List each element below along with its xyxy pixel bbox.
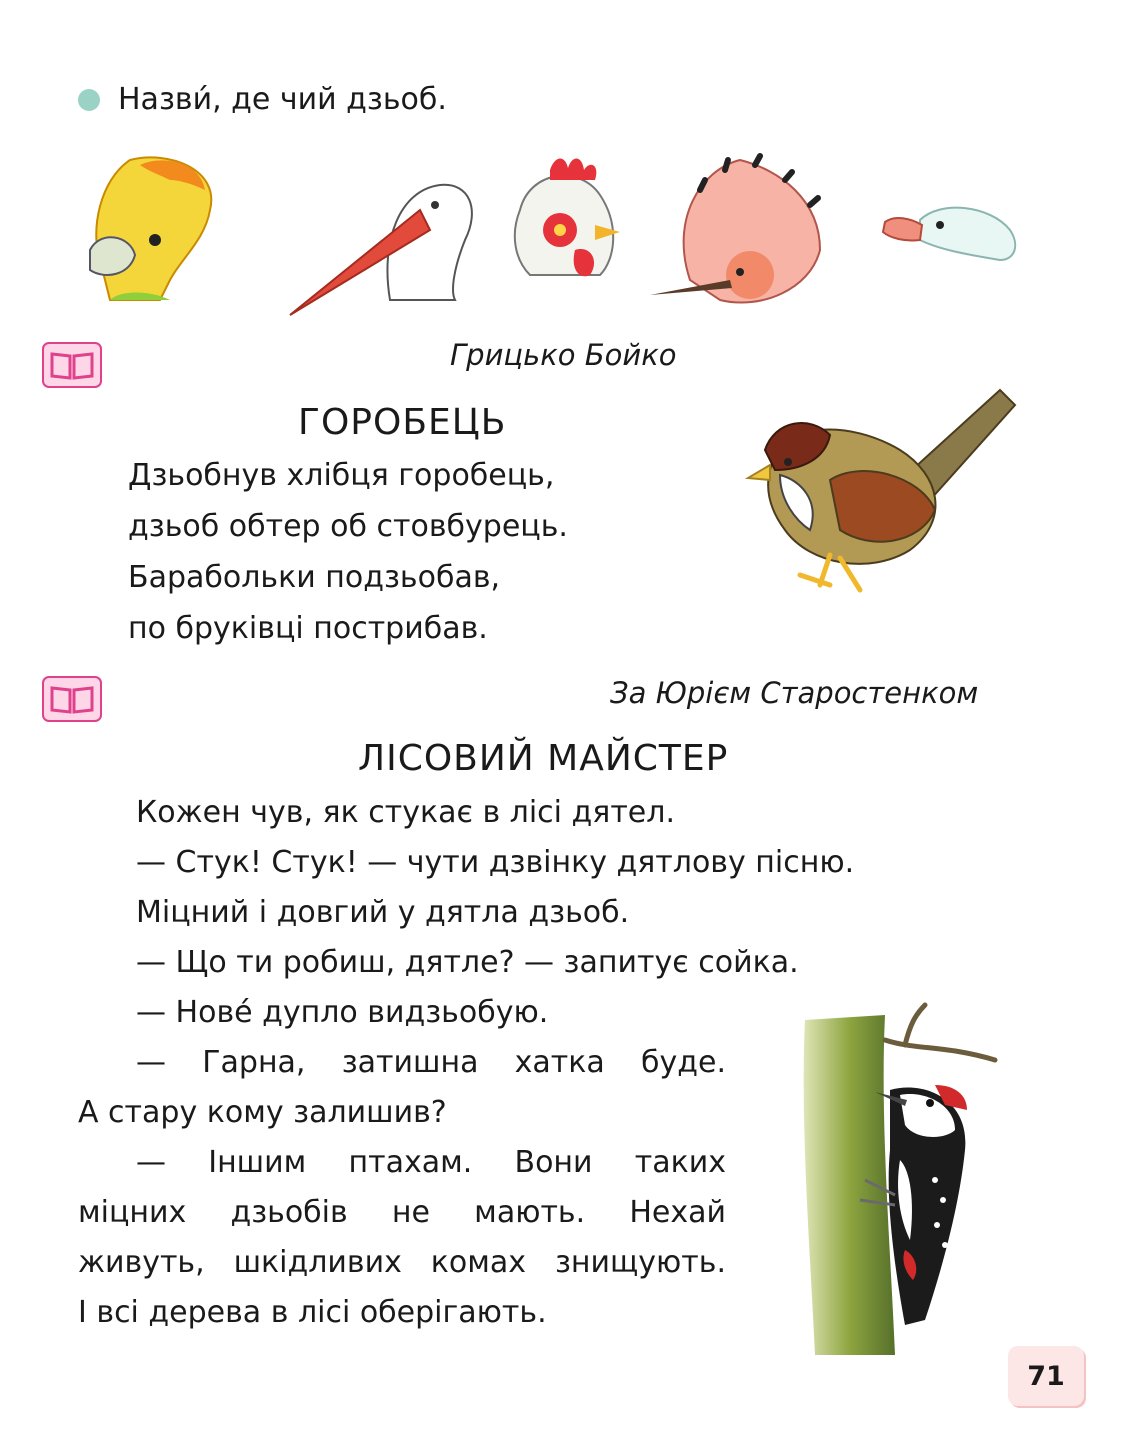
story-line: — Гарна, затишна хатка буде. — [136, 1045, 726, 1080]
goose-head-image — [883, 208, 1015, 260]
poem-line: Дзьобнув хлібця горобець, — [128, 458, 555, 493]
stork-head-image — [290, 185, 472, 315]
poem-line: дзьоб обтер об стовбурець. — [128, 509, 568, 544]
open-book-icon — [42, 342, 102, 388]
story-line: А стару кому залишив? — [78, 1095, 447, 1130]
story-title: ЛІСОВИЙ МАЙСТЕР — [358, 738, 729, 779]
task-text: Назви́, де чий дзьоб. — [118, 82, 447, 117]
hoopoe-head-image — [650, 156, 820, 303]
story-line: Кожен чув, як стукає в лісі дятел. — [136, 795, 675, 830]
poem-line: Барабольки подзьобав, — [128, 560, 501, 595]
poem-body — [128, 450, 568, 654]
story-line: І всі дерева в лісі оберігають. — [78, 1295, 547, 1330]
woodpecker-image — [795, 1000, 1005, 1360]
story-author: За Юрієм Старостенком — [610, 676, 979, 710]
bullet-icon — [78, 89, 100, 111]
page-number-badge — [1008, 1346, 1084, 1406]
poem-author: Грицько Бойко — [450, 338, 677, 372]
open-book-icon — [42, 676, 102, 722]
story-line: — Нове́ дупло видзьобую. — [136, 995, 549, 1030]
story-line: міцних дзьобів не мають. Нехай — [78, 1195, 726, 1230]
task-line — [78, 82, 447, 117]
story-line: — Що ти робиш, дятле? — запитує сойка. — [136, 945, 799, 980]
bird-heads-row — [60, 150, 1060, 330]
story-line: — Іншим птахам. Вони таких — [136, 1145, 726, 1180]
page-number: 71 — [1027, 1360, 1065, 1392]
rooster-head-image — [515, 158, 620, 276]
story-line: — Стук! Стук! — чути дзвінку дятлову пісню. — [136, 845, 855, 880]
story-line: живуть, шкідливих комах знищують. — [78, 1245, 726, 1280]
parrot-head-image — [90, 157, 211, 300]
poem-title: ГОРОБЕЦЬ — [298, 402, 507, 443]
sparrow-image — [740, 380, 1030, 610]
story-body — [78, 788, 855, 1338]
poem-line: по бруківці пострибав. — [128, 611, 488, 646]
story-line: Міцний і довгий у дятла дзьоб. — [136, 895, 630, 930]
